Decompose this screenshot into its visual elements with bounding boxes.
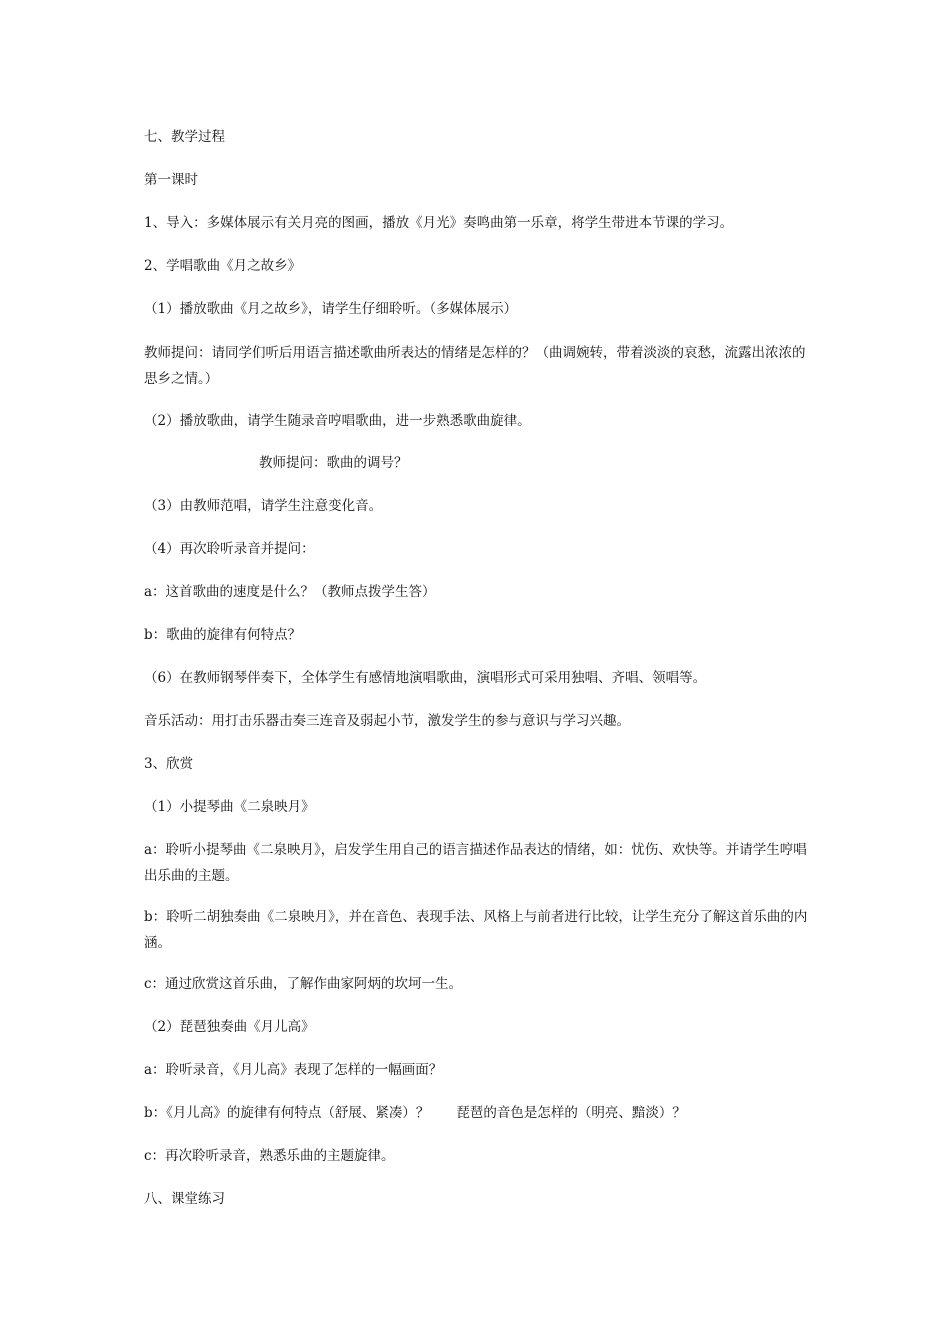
- section-heading-teaching-process: 七、教学过程: [144, 129, 225, 145]
- paragraph-song-learning: 2、学唱歌曲《月之故乡》: [144, 258, 302, 274]
- paragraph-violin-piece: （1）小提琴曲《二泉映月》: [144, 799, 315, 815]
- paragraph-pipa-scene: a：聆听录音，《月儿高》表现了怎样的一幅画面？: [144, 1062, 443, 1078]
- section-heading-class-practice: 八、课堂练习: [144, 1191, 225, 1207]
- paragraph-introduction: 1、导入：多媒体展示有关月亮的图画，播放《月光》奏鸣曲第一乐章，将学生带进本节课的学习。: [144, 215, 734, 231]
- paragraph-hum-song: （2）播放歌曲，请学生随录音哼唱歌曲，进一步熟悉歌曲旋律。: [144, 413, 531, 429]
- paragraph-pipa-melody: b：《月儿高》的旋律有何特点（舒展、紧凑）？ 琵琶的音色是怎样的（明亮、黯淡）？: [144, 1105, 686, 1121]
- paragraph-teacher-question-key: 教师提问：歌曲的调号？: [259, 455, 408, 471]
- paragraph-appreciation: 3、欣赏: [144, 756, 194, 772]
- paragraph-music-activity: 音乐活动：用打击乐器击奏三连音及弱起小节，激发学生的参与意识与学习兴趣。: [144, 713, 630, 729]
- paragraph-melody-question: b：歌曲的旋律有何特点？: [144, 627, 302, 643]
- paragraph-erhu-compare: b：聆听二胡独奏曲《二泉映月》，并在音色、表现手法、风格上与前者进行比较，让学生充分了解这首乐曲的内涵。: [144, 909, 808, 951]
- paragraph-pipa-piece: （2）琵琶独奏曲《月儿高》: [144, 1019, 315, 1035]
- paragraph-teacher-demo: （3）由教师范唱，请学生注意变化音。: [144, 498, 383, 514]
- paragraph-theme-melody: c：再次聆听录音，熟悉乐曲的主题旋律。: [144, 1148, 395, 1164]
- lesson-heading: 第一课时: [144, 172, 198, 188]
- paragraph-piano-accompaniment: （6）在教师钢琴伴奏下，全体学生有感情地演唱歌曲，演唱形式可采用独唱、齐唱、领唱等。: [144, 670, 707, 686]
- paragraph-abing-life: c：通过欣赏这首乐曲，了解作曲家阿炳的坎坷一生。: [144, 976, 463, 992]
- paragraph-teacher-question-mood: 教师提问：请同学们听后用语言描述歌曲所表达的情绪是怎样的？（曲调婉转，带着淡淡的哀愁，流露出浓浓的思乡之情。）: [144, 345, 806, 387]
- paragraph-violin-listen: a：聆听小提琴曲《二泉映月》，启发学生用自己的语言描述作品表达的情绪，如：忧伤、欢快等。并请学生哼唱出乐曲的主题。: [144, 842, 807, 884]
- paragraph-listen-again: （4）再次聆听录音并提问：: [144, 541, 315, 557]
- paragraph-tempo-question: a：这首歌曲的速度是什么？（教师点拨学生答）: [144, 584, 436, 600]
- paragraph-play-song: （1）播放歌曲《月之故乡》，请学生仔细聆听。（多媒体展示）: [144, 301, 518, 317]
